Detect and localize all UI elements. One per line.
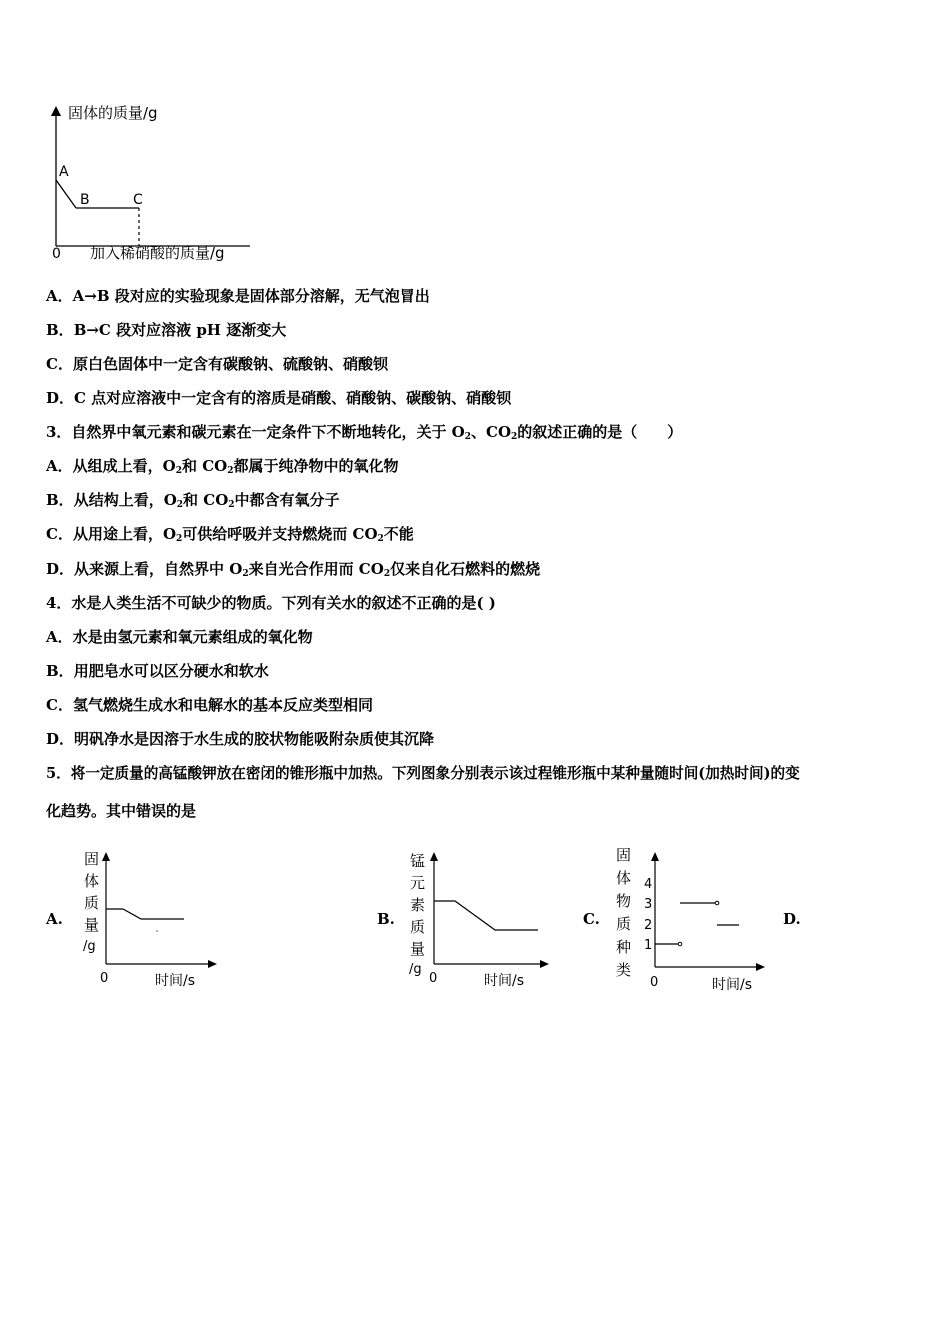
chart-a-xlabel: 时间/s [155,973,196,989]
q4-option-c: C．氢气燃烧生成水和电解水的基本反应类型相同 [46,696,373,714]
top-chart-segment-ab [56,180,76,208]
chart-b-ylabel-char: 锰 [410,852,426,870]
top-chart-ylabel: 固体的质量/g [68,104,158,122]
chart-b-line [434,901,538,930]
chart-a-dot [156,930,157,931]
chart-b-yunit: /g [409,962,422,977]
chart-c-xlabel: 时间/s [712,977,753,993]
chart-a-ylabel-char: 质 [84,894,100,912]
chart-c-ytick-4: 4 [644,877,653,892]
q3-option-a: A．从组成上看，$O_2$和 $CO_2$都属于纯净物中的氧化物 [46,457,399,476]
top-chart-y-arrow [51,106,61,116]
top-chart-origin: 0 [52,246,61,262]
chart-b-y-arrow [430,852,438,861]
chart-b [404,846,554,991]
chart-c-ylabel-char: 质 [616,915,632,933]
q2-option-a: A．A→B 段对应的实验现象是固体部分溶解，无气泡冒出 [46,287,430,305]
chart-c-ytick-3: 3 [644,897,653,912]
chart-c-origin: 0 [650,975,659,990]
chart-a-origin: 0 [100,971,109,986]
chart-c-open-dot-2 [715,901,719,905]
chart-c [610,840,770,1000]
q5-stem-line1: 5．将一定质量的高锰酸钾放在密闭的锥形瓶中加热。下列图象分别表示该过程锥形瓶中某种量随时间(加热时间)的变 [46,765,800,782]
q3-option-b: B．从结构上看，$O_2$和 $CO_2$中都含有氧分子 [46,491,340,510]
q4-option-b: B．用肥皂水可以区分硬水和软水 [46,662,269,680]
chart-a-x-arrow [208,960,217,968]
chart-c-ytick-1: 1 [644,938,653,953]
chart-c-y-arrow [651,852,659,861]
q5-option-b-label: B. [377,910,395,928]
top-chart-point-b: B [80,192,90,208]
q5-option-a-label: A. [46,910,63,928]
chart-b-x-arrow [540,960,549,968]
chart-a-y-arrow [102,852,110,861]
q2-option-d: D．C 点对应溶液中一定含有的溶质是硝酸、硝酸钠、碳酸钠、硝酸钡 [46,389,512,407]
chart-a [78,846,223,991]
q5-option-d-label: D. [783,910,801,928]
chart-c-open-dot-1 [678,942,682,946]
top-chart-point-a: A [59,164,69,180]
top-chart [40,98,270,268]
q5-option-c-label: C. [583,910,600,928]
chart-c-x-arrow [756,963,765,971]
chart-c-ytick-2: 2 [644,918,653,933]
chart-c-ylabel-char: 类 [616,961,632,979]
chart-b-ylabel-char: 量 [410,940,426,958]
chart-a-ylabel-char: 体 [84,872,100,890]
q4-option-d: D．明矾净水是因溶于水生成的胶状物能吸附杂质使其沉降 [46,730,435,748]
chart-a-line [106,909,184,919]
chart-a-ylabel-char: 量 [84,916,100,934]
q3-stem: 3．自然界中氧元素和碳元素在一定条件下不断地转化，关于 $O_2$、$CO_2$的叙述正确的是（ ） [46,423,683,442]
q3-option-d: D．从来源上看，自然界中 $O_2$来自光合作用而 $CO_2$仅来自化石燃料的燃烧 [46,560,541,579]
q5-stem-line2: 化趋势。其中错误的是 [46,802,197,820]
top-chart-point-c: C [133,192,143,208]
q2-option-b: B．B→C 段对应溶液 pH 逐渐变大 [46,321,287,339]
q2-option-c: C．原白色固体中一定含有碳酸钠、硫酸钠、硝酸钡 [46,355,388,373]
chart-b-origin: 0 [429,971,438,986]
q3-option-c: C．从用途上看，$O_2$可供给呼吸并支持燃烧而 $CO_2$不能 [46,525,414,544]
top-chart-xlabel: 加入稀硝酸的质量/g [90,244,225,262]
chart-c-ylabel-char: 物 [616,892,632,910]
chart-b-ylabel-char: 素 [410,896,426,914]
chart-c-ylabel-char: 固 [616,846,632,864]
chart-a-yunit: /g [83,939,96,954]
chart-b-xlabel: 时间/s [484,973,525,989]
q4-stem: 4．水是人类生活不可缺少的物质。下列有关水的叙述不正确的是( ) [46,594,496,612]
chart-c-ylabel-char: 体 [616,869,632,887]
chart-b-ylabel-char: 元 [410,874,426,892]
chart-c-ylabel-char: 种 [616,938,632,956]
chart-a-ylabel-char: 固 [84,850,100,868]
chart-b-ylabel-char: 质 [410,918,426,936]
q4-option-a: A．水是由氢元素和氧元素组成的氧化物 [46,628,313,646]
